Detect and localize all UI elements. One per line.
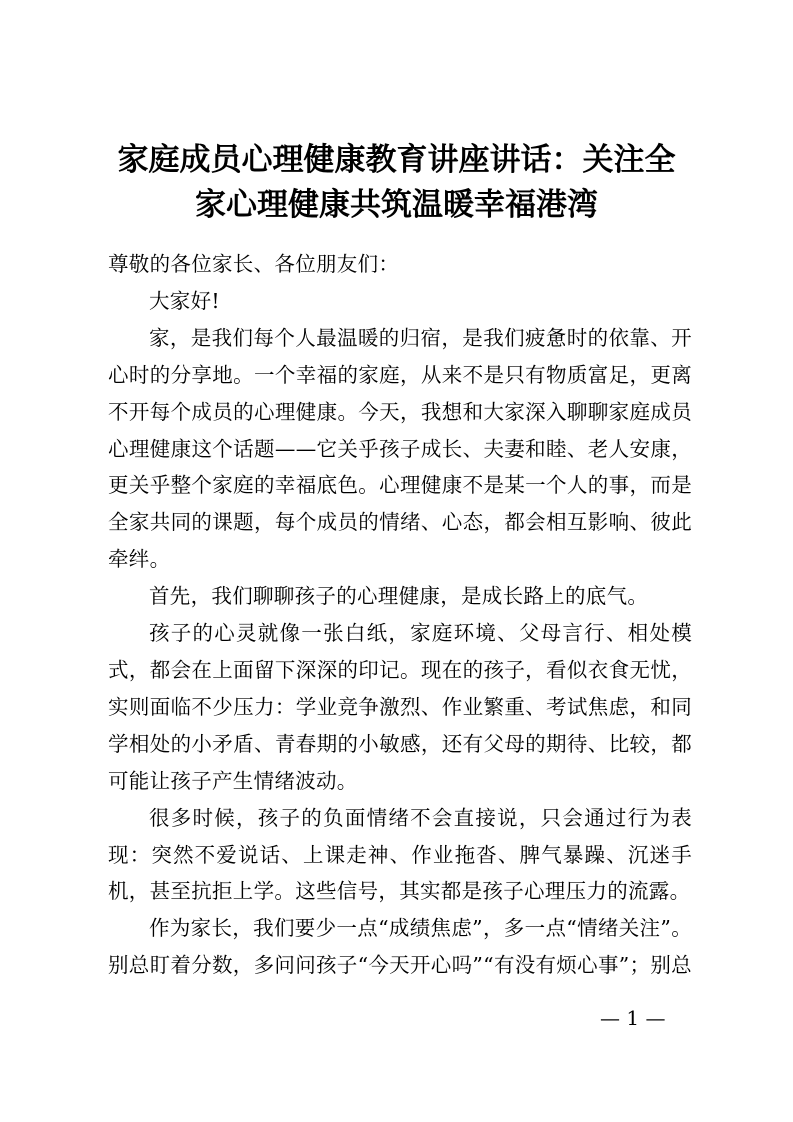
document-title (100, 138, 693, 228)
page-number: — 1 — (600, 1006, 666, 1030)
title-line-2: 家心理健康共筑温暖幸福港湾 (195, 187, 598, 223)
document-body (108, 246, 692, 984)
salutation: 尊敬的各位家长、各位朋友们： (108, 252, 400, 276)
title-line-1: 家庭成员心理健康教育讲座讲话：关注全 (117, 142, 676, 178)
paragraph-parent-advice: 作为家长，我们要少一点“成绩焦虑”，多一点“情绪关注”。别总盯着分数，多问问孩子“今天开心吗”“有没有烦心事”；别总 (108, 916, 692, 978)
paragraph-greeting: 大家好! (149, 288, 220, 313)
paragraph-child-signals: 很多时候，孩子的负面情绪不会直接说，只会通过行为表现：突然不爱说话、上课走神、作业拖沓、脾气暴躁、沉迷手机，甚至抗拒上学。这些信号，其实都是孩子心理压力的流露。 (108, 805, 692, 904)
paragraph-child-mind: 孩子的心灵就像一张白纸，家庭环境、父母言行、相处模式，都会在上面留下深深的印记。现在的孩子，看似衣食无忧，实则面临不少压力：学业竞争激烈、作业繁重、考试焦虑，和同学相处的小矛盾、青春期的小敏感，还有父母的期待、比较，都可能让孩子产生情绪波动。 (108, 621, 692, 793)
paragraph-intro: 家，是我们每个人最温暖的归宿，是我们疲惫时的依靠、开心时的分享地。一个幸福的家庭，从来不是只有物质富足，更离不开每个成员的心理健康。今天，我想和大家深入聊聊家庭成员心理健康这个话题——它关乎孩子成长、夫妻和睦、老人安康，更关乎整个家庭的幸福底色。心理健康不是某一个人的事，而是全家共同的课题，每个成员的情绪、心态，都会相互影响、彼此牵绊。 (108, 325, 692, 572)
paragraph-section-heading: 首先，我们聊聊孩子的心理健康，是成长路上的底气。 (149, 584, 649, 609)
